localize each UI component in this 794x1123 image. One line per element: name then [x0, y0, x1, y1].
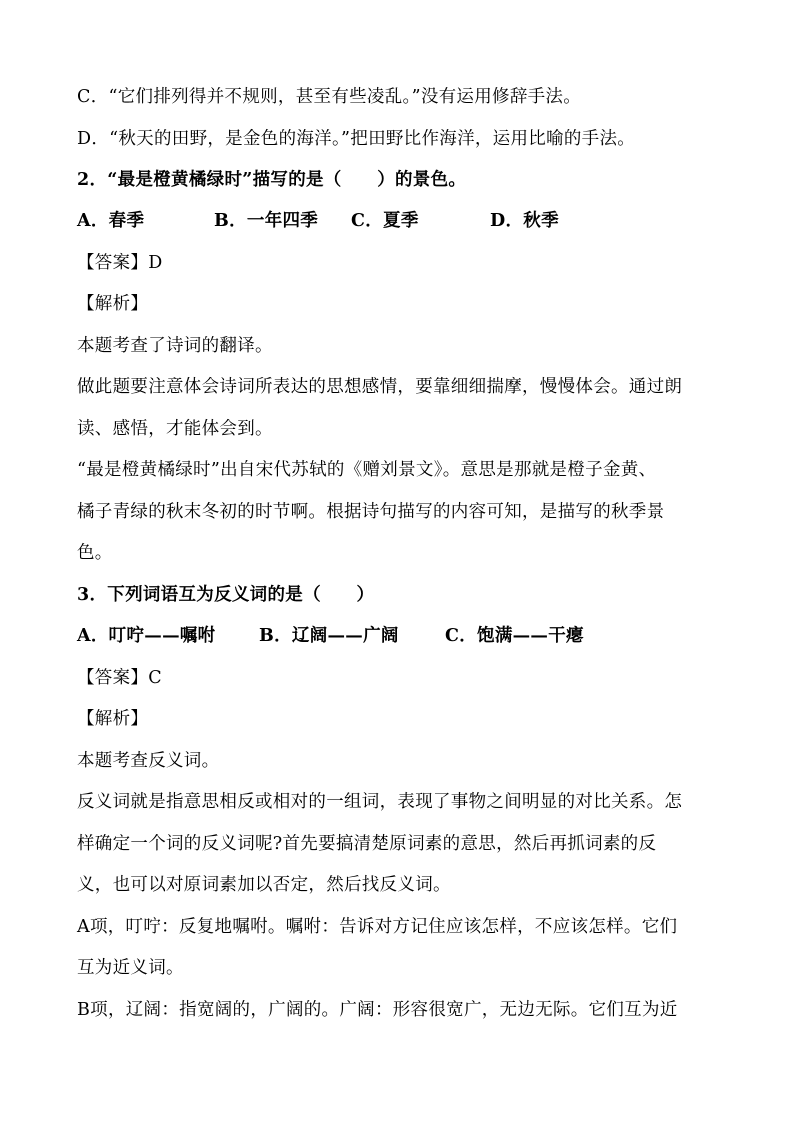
q2-option-d: D．秋季: [490, 211, 559, 231]
q2-analysis-line: 橘子青绿的秋末冬初的时节啊。根据诗句描写的内容可知，是描写的秋季景: [77, 502, 665, 522]
q1-option-d: D．“秋天的田野，是金色的海洋。”把田野比作海洋，运用比喻的手法。: [77, 129, 636, 149]
q2-analysis-label: 【解析】: [77, 294, 149, 314]
q2-option-c: C．夏季: [351, 211, 419, 231]
q3-analysis-line: 反义词就是指意思相反或相对的一组词，表现了事物之间明显的对比关系。怎: [77, 792, 683, 812]
q2-stem: 2．“最是橙黄橘绿时”描写的是（ ）的景色。: [77, 170, 467, 190]
q2-option-b: B．一年四季: [214, 211, 319, 231]
q2-analysis-line: 色。: [77, 543, 113, 563]
q2-option-a: A．春季: [77, 211, 145, 231]
q2-analysis-line: “最是橙黄橘绿时”出自宋代苏轼的《赠刘景文》。意思是那就是橙子金黄、: [77, 460, 657, 480]
q3-stem: 3．下列词语互为反义词的是（ ）: [77, 585, 375, 605]
q3-analysis-line: A项，叮咛：反复地嘱咐。嘱咐：告诉对方记住应该怎样，不应该怎样。它们: [77, 917, 678, 937]
q2-analysis-line: 做此题要注意体会诗词所表达的思想感情，要靠细细揣摩，慢慢体会。通过朗: [77, 377, 683, 397]
q3-option-a: A．叮咛——嘱咐: [77, 626, 216, 646]
q3-analysis-line: 本题考查反义词。: [77, 751, 220, 771]
q3-analysis-line: 义，也可以对原词素加以否定，然后找反义词。: [77, 875, 451, 895]
q3-option-c: C．饱满——干瘪: [445, 626, 584, 646]
q3-analysis-line: 样确定一个词的反义词呢?首先要搞清楚原词素的意思，然后再抓词素的反: [77, 834, 657, 854]
q3-analysis-label: 【解析】: [77, 709, 149, 729]
q2-options: [77, 206, 717, 236]
q2-answer: 【答案】D: [77, 253, 163, 273]
q3-analysis-line: B项，辽阔：指宽阔的，广阔的。广阔：形容很宽广，无边无际。它们互为近: [77, 1000, 678, 1020]
q3-answer: 【答案】C: [77, 668, 162, 688]
q3-analysis-line: 互为近义词。: [77, 958, 184, 978]
q3-option-b: B．辽阔——广阔: [259, 626, 399, 646]
q1-option-c: C．“它们排列得并不规则，甚至有些凌乱。”没有运用修辞手法。: [77, 87, 582, 107]
q3-options: [77, 621, 717, 651]
q2-analysis-line: 本题考查了诗词的翻译。: [77, 336, 273, 356]
q2-analysis-line: 读、感悟，才能体会到。: [77, 419, 273, 439]
